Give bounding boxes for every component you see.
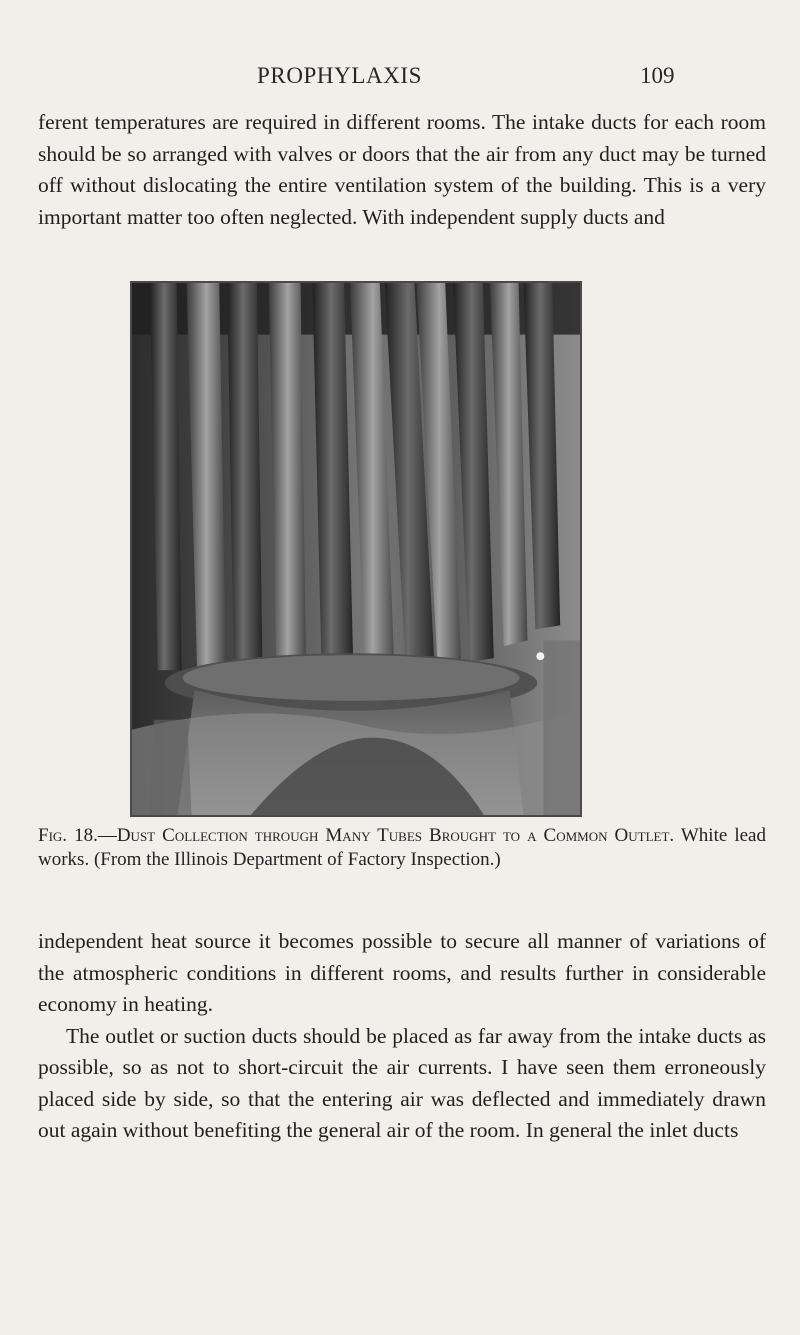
top-paragraph: ferent temperatures are required in different rooms. The intake ducts for each room should be so arranged with valves or doors that the air from any duct may be turned off without dislocating the entire ventilation system of the building. This is a very important matter too often neglected. With independent supply ducts and bbox=[38, 110, 766, 229]
top-text-block bbox=[38, 107, 766, 233]
running-title: PROPHYLAXIS bbox=[257, 63, 423, 88]
bottom-paragraph-2: The outlet or suction ducts should be placed as far away from the intake ducts as possible, so as not to short-circuit the air currents. I have seen them erroneously placed side by side, so that the entering air was deflected and immediately drawn out again without benefiting the general air of the room. In general the inlet ducts bbox=[38, 1023, 766, 1142]
figure-caption-text: White lead works. (From the Illinois Department of Factory Inspection.) bbox=[38, 825, 766, 870]
bottom-paragraph-1: independent heat source it becomes possible to secure all manner of variations of the atmospheric conditions in different rooms, and results further in considerable economy in heating. bbox=[38, 929, 766, 1016]
figure-18-photograph bbox=[130, 281, 582, 817]
figure-caption-label: Fig. 18.—Dust Collection through Many Tubes Brought to a Common Outlet. bbox=[38, 825, 675, 846]
page-number: 109 bbox=[640, 63, 675, 88]
running-head bbox=[0, 63, 800, 97]
bottom-text-block bbox=[38, 926, 766, 1147]
dust-collection-tubes-illustration bbox=[132, 283, 580, 815]
figure-caption bbox=[38, 824, 766, 872]
